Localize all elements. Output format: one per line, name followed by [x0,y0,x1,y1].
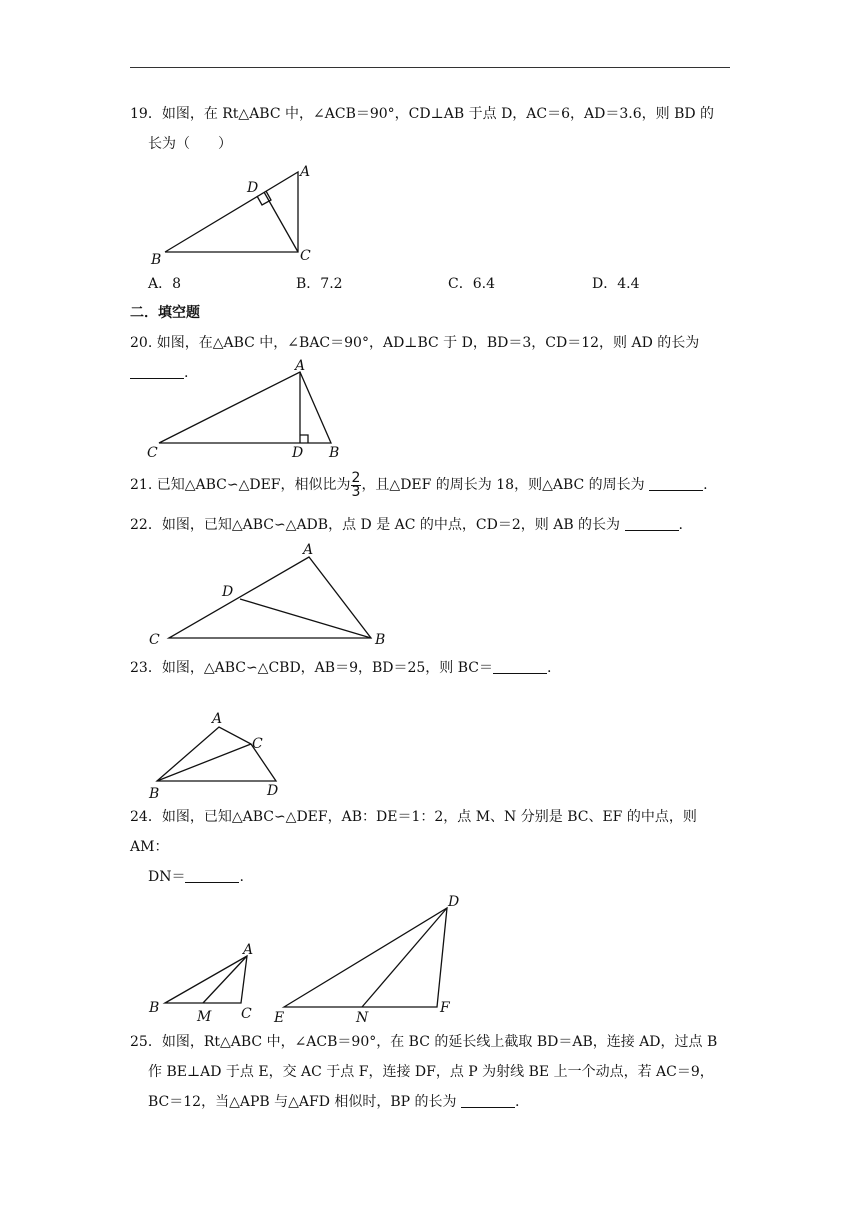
question-20-text: 20. 如图，在△ABC 中，∠BAC＝90°，AD⊥BC 于 D，BD＝3，CD＝12，则 AD 的长为 [130,335,700,351]
fig24-label-a: A [243,942,254,958]
fig23-label-a: A [212,711,223,727]
question-23-text: 23．如图，△ABC∽△CBD，AB＝9，BD＝25，则 BC＝ [130,660,494,676]
question-23-end: . [547,660,552,676]
question-24 [130,802,730,892]
fig24-triangle-def [284,908,447,1007]
fig20-label-d: D [292,445,304,461]
fig24-label-e: E [274,1010,285,1026]
answer-blank-22[interactable] [625,516,679,531]
fig24-median-am [203,956,247,1003]
question-24-end: . [239,869,244,885]
option-a[interactable]: A．8 [148,276,182,292]
fraction-denominator: 3 [351,483,361,500]
fig22-label-b: B [375,632,386,648]
question-25 [130,1027,730,1117]
question-21-pre: 21. 已知△ABC∽△DEF，相似比为 [130,477,351,493]
answer-blank-24[interactable] [185,868,239,883]
question-19-line2: 长为（ ） [148,136,232,152]
fig22-segment-db [240,599,371,638]
option-b[interactable]: B．7.2 [296,276,343,292]
answer-blank-21[interactable] [649,476,703,491]
fig20-label-b: B [329,445,340,461]
question-21-post: ，且△DEF 的周长为 18，则△ABC 的周长为 [361,477,645,493]
answer-blank-23[interactable] [493,659,547,674]
figure-22 [145,540,395,650]
fig24-median-dn [362,908,447,1007]
question-25-line2: 作 BE⊥AD 于点 E，交 AC 于点 F，连接 DF，点 P 为射线 BE 上一个动点，若 AC＝9， [148,1064,714,1080]
fig24-label-n: N [356,1010,369,1026]
fig20-label-c: C [147,445,158,461]
question-22 [130,510,730,540]
fig24-label-f: F [440,1000,450,1016]
fig19-label-a: A [300,164,311,180]
figure-23 [145,708,295,803]
fig22-label-c: C [149,632,160,648]
fig19-label-b: B [151,252,162,268]
question-25-line3: BC＝12，当△APB 与△AFD 相似时，BP 的长为 [148,1094,457,1110]
fig20-label-a: A [295,358,306,374]
fraction-numerator: 2 [351,469,361,486]
fig22-label-d: D [222,584,234,600]
ratio-fraction [351,469,362,500]
fig23-label-c: C [252,736,263,752]
figure-19 [145,160,325,270]
option-c[interactable]: C．6.4 [448,276,495,292]
fig19-label-c: C [300,248,311,264]
figure-20 [145,360,355,460]
fig24-triangle-abc [165,956,247,1003]
question-19-line1: 19．如图，在 Rt△ABC 中，∠ACB＝90°，CD⊥AB 于点 D，AC＝6，AD＝3.6，则 BD 的 [130,106,715,122]
question-24-line1: 24．如图，已知△ABC∽△DEF，AB：DE＝1：2，点 M、N 分别是 BC、EF 的中点，则 AM： [130,809,697,855]
question-23 [130,653,730,683]
fig22-label-a: A [303,542,314,558]
question-24-line2-wrap [130,862,730,892]
fig24-label-c: C [241,1006,252,1022]
question-20-end: . [184,365,189,381]
answer-blank-25[interactable] [461,1093,515,1108]
fig24-label-d: D [448,894,460,910]
question-25-end: . [515,1094,520,1110]
figure-24-small [145,940,275,1025]
section-fill-in: 二．填空题 [130,305,200,321]
question-25-line1: 25．如图，Rt△ABC 中，∠ACB＝90°，在 BC 的延长线上截取 BD＝AB，连接 AD，过点 B [130,1034,718,1050]
option-d[interactable]: D．4.4 [592,276,640,292]
fig19-label-d: D [247,180,259,196]
question-22-text: 22．如图，已知△ABC∽△ADB，点 D 是 AC 的中点，CD＝2，则 AB 的长为 [130,517,621,533]
fig23-label-d: D [267,783,279,799]
question-21-end: . [703,477,708,493]
fig20-right-angle-mark [300,435,308,443]
fig20-triangle [159,372,331,443]
question-24-line2: DN＝ [148,869,186,885]
figure-24-large [270,890,470,1025]
question-25-line3-wrap [130,1087,730,1117]
question-21 [130,470,730,500]
fig24-label-b: B [149,1000,160,1016]
question-22-end: . [678,517,683,533]
fig24-label-m: M [197,1009,212,1025]
fig22-triangle [169,557,371,638]
question-19 [130,99,730,159]
header-rule [130,67,730,68]
fig23-label-b: B [149,786,160,802]
fig23-segment-bc [157,744,251,781]
fig19-triangle [165,172,298,252]
